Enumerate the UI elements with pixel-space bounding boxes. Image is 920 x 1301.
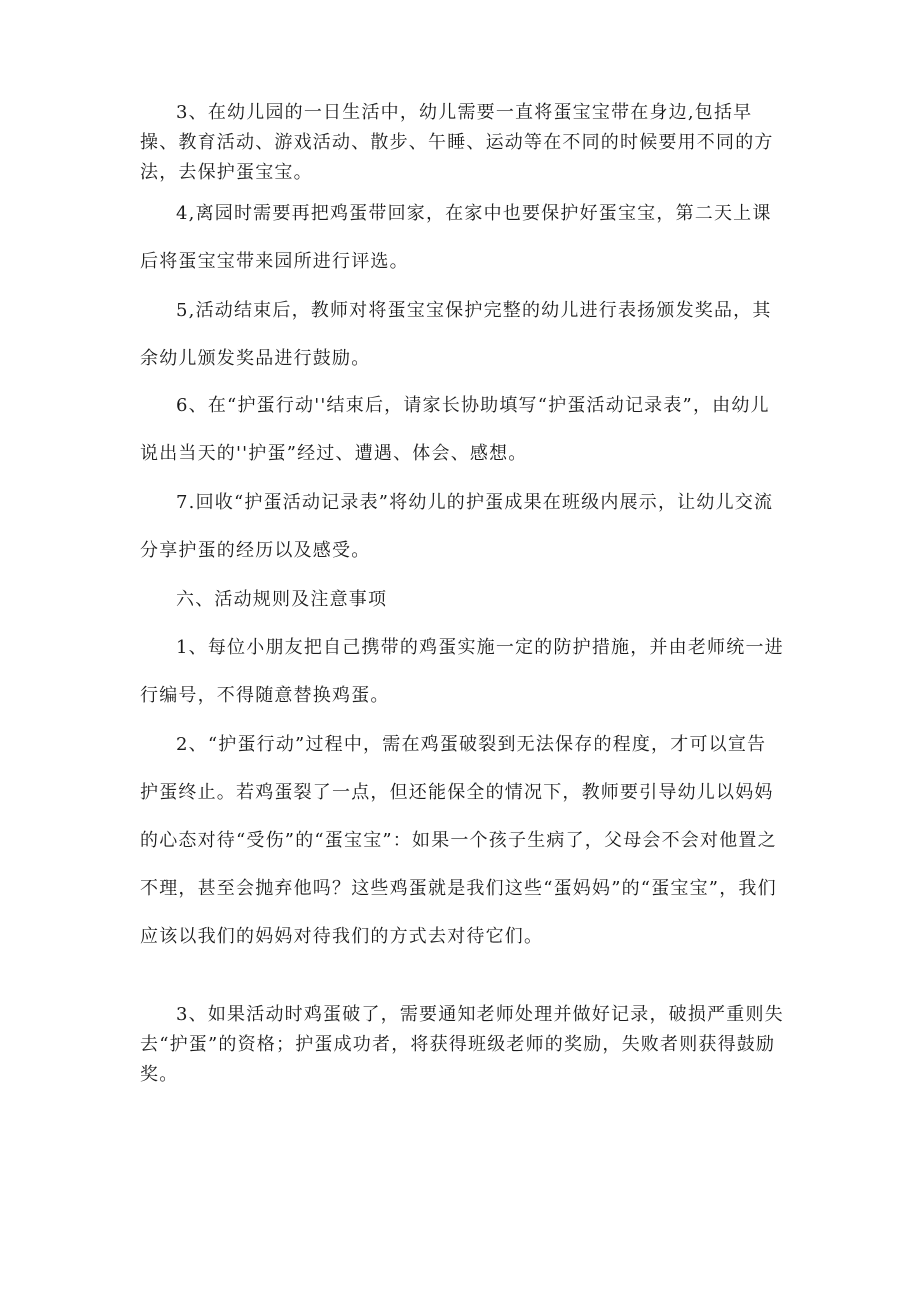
section-heading-rules: 六、活动规则及注意事项	[176, 589, 388, 610]
paragraph-step-4-take-home: 4,离园时需要再把鸡蛋带回家，在家中也要保护好蛋宝宝，第二天上课后将蛋宝宝带来园所进行评选。	[140, 203, 772, 272]
paragraph-rule-2-cracked-egg: 2、“护蛋行动”过程中，需在鸡蛋破裂到无法保存的程度，才可以宣告护蛋终止。若鸡蛋裂了一点，但还能保全的情况下，教师要引导幼儿以妈妈的心态对待“受伤”的“蛋宝宝”：如果一个孩子生病了，父母会不会对他置之不理，甚至会抛弃他吗？这些鸡蛋就是我们这些“蛋妈妈”的“蛋宝宝”，我们应该以我们的妈妈对待我们的方式去对待它们。	[140, 734, 777, 947]
paragraph-rule-3-broken-egg: 3、如果活动时鸡蛋破了，需要通知老师处理并做好记录，破损严重则失去“护蛋”的资格；护蛋成功者，将获得班级老师的奖励，失败者则获得鼓励奖。	[140, 1004, 784, 1085]
paragraph-step-7-display: 7.回收“护蛋活动记录表”将幼儿的护蛋成果在班级内展示，让幼儿交流分享护蛋的经历以及感受。	[140, 492, 774, 561]
paragraph-step-6-record-form: 6、在“护蛋行动''结束后，请家长协助填写“护蛋活动记录表”，由幼儿说出当天的''护蛋”经过、遭遇、体会、感想。	[140, 395, 770, 464]
paragraph-step-5-awards: 5,活动结束后，教师对将蛋宝宝保护完整的幼儿进行表扬颁发奖品，其余幼儿颁发奖品进行鼓励。	[140, 300, 772, 369]
paragraph-rule-1-numbering: 1、每位小朋友把自己携带的鸡蛋实施一定的防护措施，并由老师统一进行编号，不得随意替换鸡蛋。	[140, 637, 784, 706]
paragraph-step-3-daily-life: 3、在幼儿园的一日生活中，幼儿需要一直将蛋宝宝带在身边,包括早操、教育活动、游戏活动、散步、午睡、运动等在不同的时候要用不同的方法，去保护蛋宝宝。	[140, 102, 774, 183]
